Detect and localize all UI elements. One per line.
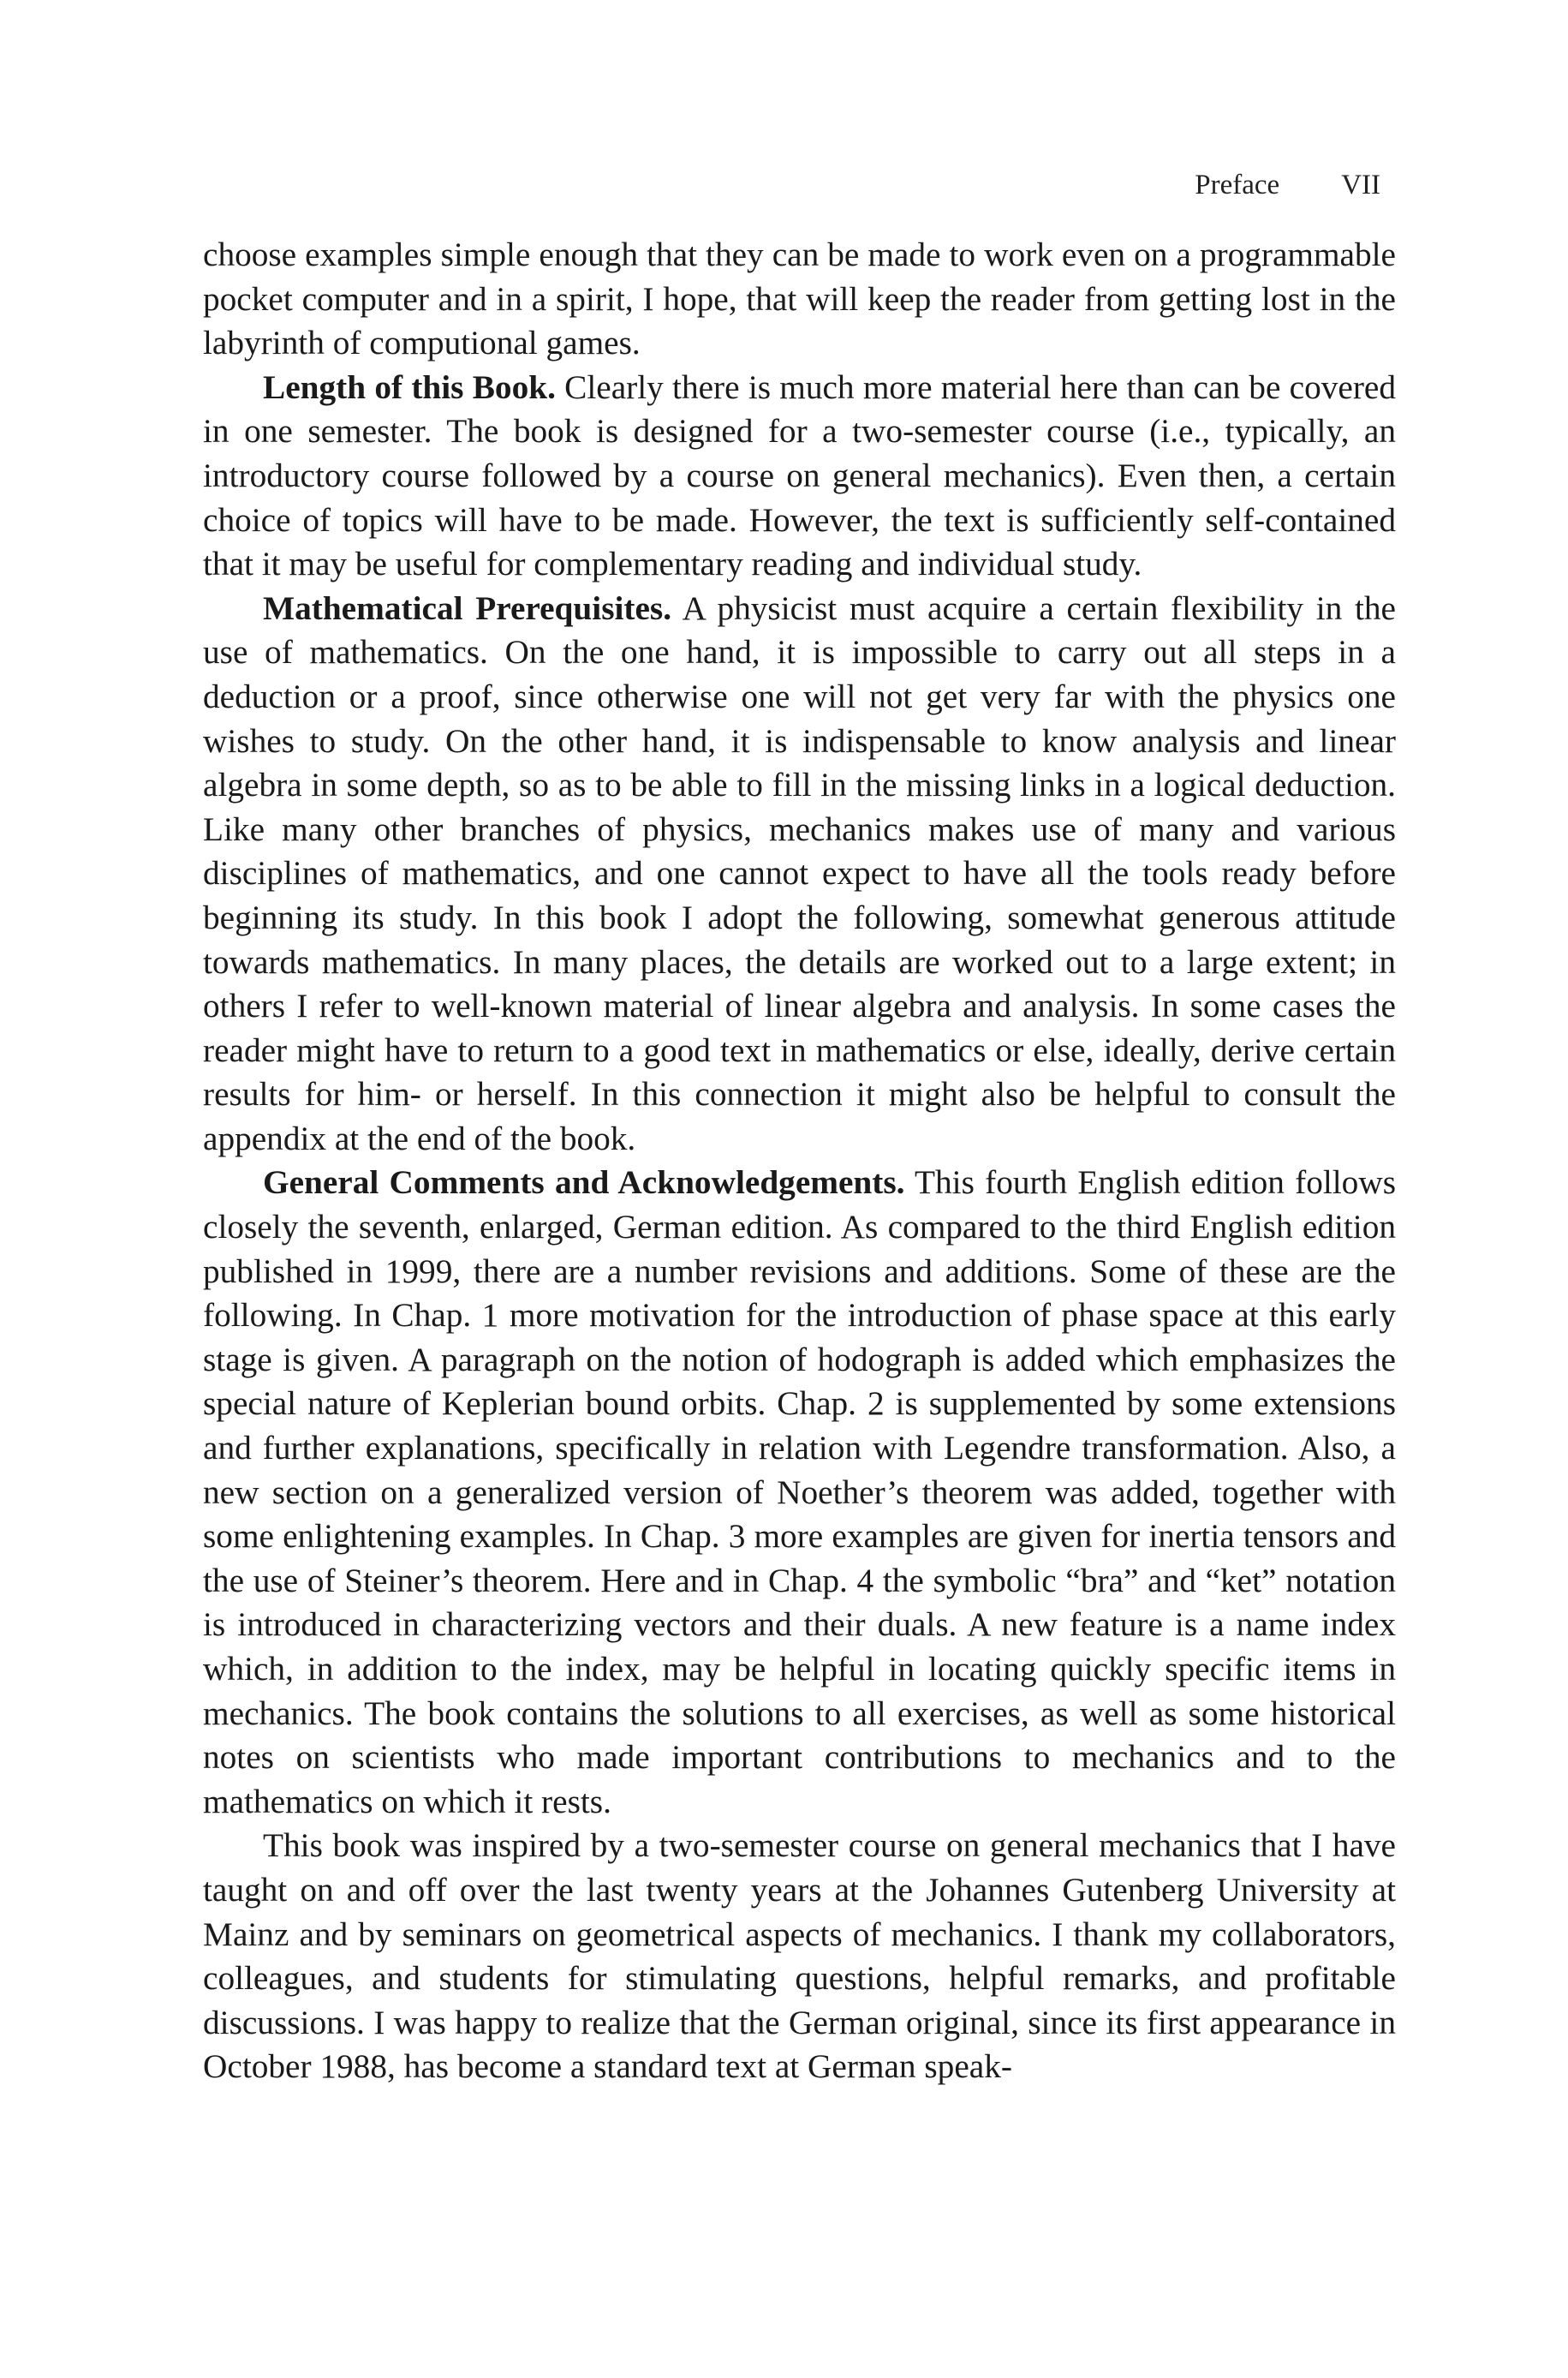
paragraph-mathematical-prerequisites — [203, 587, 1396, 1162]
paragraph-heading: Mathematical Prerequisites. — [263, 589, 672, 627]
page-number: VII — [1341, 170, 1380, 200]
paragraph-length-of-book — [203, 366, 1396, 587]
paragraph-text: Clearly there is much more material here than can be covered in one semester. The book is designed for a two-semester course (i.e., typically, an introductory course followed by a course on general mechanics). Even then, a certain choice of topics will have to be made. However, the text is sufficiently self-contained that it may be useful for complementary reading and individual study. — [203, 367, 1396, 583]
paragraph-text: This book was inspired by a two-semester course on general mechanics that I have taught on and off over the last twenty years at the Johannes Gutenberg University at Mainz and by seminars on geometrical aspects of mechanics. I thank my collaborators, colleagues, and students for stimulating questions, helpful remarks, and profitable discussions. I was happy to realize that the German original, since its first appearance in October 1988, has become a standard text at German speak- — [203, 1826, 1396, 2086]
paragraph-text: choose examples simple enough that they can be made to work even on a programmable pocket computer and in a spirit, I hope, that will keep the reader from getting lost in the labyrinth of computional games. — [203, 236, 1396, 362]
paragraph-inspiration — [203, 1824, 1396, 2089]
running-head-title: Preface — [1195, 170, 1280, 200]
paragraph-general-comments — [203, 1161, 1396, 1824]
paragraph-text: This fourth English edition follows closely the seventh, enlarged, German edition. As compared to the third English edition published in 1999, there are a number revisions and additions. Some of these are the following. In Chap. 1 more motivation for the introduction of phase space at this early stage is given. A paragraph on the notion of hodograph is added which emphasizes the special nature of Keplerian bound orbits. Chap. 2 is supplemented by some extensions and further explanations, specifically in relation with Legendre transformation. Also, a new section on a generalized version of Noether’s theorem was added, together with some enlightening examples. In Chap. 3 more examples are given for inertia tensors and the use of Steiner’s theorem. Here and in Chap. 4 the symbolic “bra” and “ket” notation is introduced in characterizing vectors and their duals. A new feature is a name index which, in addition to the index, may be helpful in locating quickly specific items in mechanics. The book contains the solutions to all exercises, as well as some historical notes on scientists who made important contributions to mechanics and to the mathematics on which it rests. — [203, 1163, 1396, 1820]
running-head — [1195, 168, 1380, 202]
paragraph-heading: Length of this Book. — [263, 367, 556, 406]
body-text — [203, 233, 1396, 2089]
paragraph-text: A physicist must acquire a certain flexibility in the use of mathematics. On the one hand, it is impossible to carry out all steps in a deduction or a proof, since otherwise one will not get very far with the physics one wishes to study. On the other hand, it is indispensable to know analysis and linear algebra in some depth, so as to be able to fill in the missing links in a logical deduction. Like many other branches of physics, mechanics makes use of many and various disciplines of mathematics, and one cannot expect to have all the tools ready before beginning its study. In this book I adopt the following, somewhat generous attitude towards mathematics. In many places, the details are worked out to a large extent; in others I refer to well-known material of linear algebra and analysis. In some cases the reader might have to return to a good text in mathematics or else, ideally, derive certain results for him- or herself. In this connection it might also be helpful to consult the appendix at the end of the book. — [203, 589, 1396, 1157]
paragraph-heading: General Comments and Acknowledgements. — [263, 1163, 905, 1202]
paragraph-continuation — [203, 233, 1396, 366]
